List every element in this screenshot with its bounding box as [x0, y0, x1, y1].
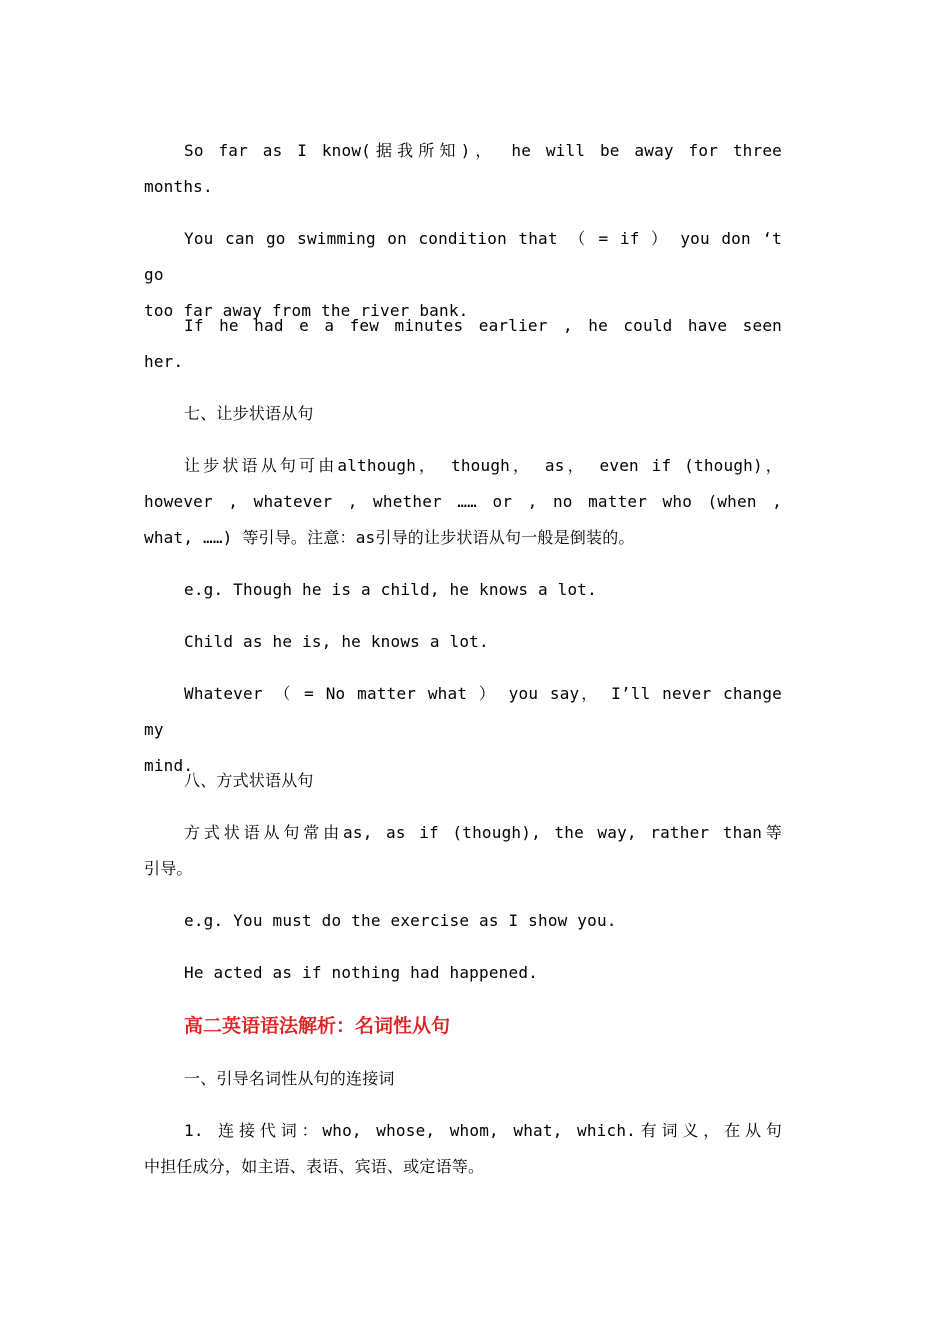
section-heading-concession-clause — [144, 396, 782, 432]
paragraph-so-far-as-i-know — [144, 133, 782, 205]
paragraph-line: e.g. Though he is a child, he knows a lot. — [184, 580, 597, 599]
paragraph-line: however , whatever , whether …… or , no matter who (when , — [144, 492, 782, 511]
example-child-as-he-is — [144, 624, 782, 660]
paragraph-line: You can go swimming on condition that （ = if ） you don ‘t go — [144, 229, 782, 284]
paragraph-manner-intro — [144, 815, 782, 887]
paragraph-line: 1. 连接代词：who, whose, whom, what, which.有词义，在从句 — [184, 1121, 782, 1140]
section-heading-connectives — [144, 1061, 782, 1097]
paragraph-connective-pronouns — [144, 1113, 782, 1185]
paragraph-line: 一、引导名词性从句的连接词 — [184, 1069, 395, 1088]
paragraph-line: months. — [144, 177, 213, 196]
paragraph-line: If he had e a few minutes earlier , he could have seen — [184, 316, 782, 335]
example-as-i-show-you — [144, 903, 782, 939]
paragraph-line: 中担任成分，如主语、表语、宾语、或定语等。 — [144, 1157, 485, 1176]
paragraph-line: 让步状语从句可由although， though， as， even if (though)， — [184, 456, 782, 475]
paragraph-line: He acted as if nothing had happened. — [184, 963, 538, 982]
paragraph-line: Whatever （ = No matter what ） you say， I’ll never change my — [144, 684, 782, 739]
paragraph-line: too far away from the river bank. — [144, 301, 469, 320]
paragraph-line: 方式状语从句常由as, as if (though), the way, rather than等 — [184, 823, 782, 842]
paragraph-line: 七、让步状语从句 — [184, 404, 314, 423]
paragraph-line: her. — [144, 352, 184, 371]
paragraph-line: So far as I know(据我所知)， he will be away for three — [184, 141, 782, 160]
paragraph-line: what, ……) 等引导。注意：as引导的让步状语从句一般是倒装的。 — [144, 528, 635, 547]
paragraph-line: mind. — [144, 756, 194, 775]
section-heading-manner-clause — [144, 763, 782, 799]
paragraph-if-he-had — [144, 308, 782, 380]
paragraph-line: 八、方式状语从句 — [184, 771, 314, 790]
paragraph-concession-intro — [144, 448, 782, 556]
example-though-he-is-a-child — [144, 572, 782, 608]
paragraph-line: e.g. You must do the exercise as I show you. — [184, 911, 617, 930]
example-as-if-nothing-happened — [144, 955, 782, 991]
red-section-title: 高二英语语法解析：名词性从句 — [184, 1015, 451, 1037]
paragraph-line: Child as he is, he knows a lot. — [184, 632, 489, 651]
paragraph-line: 引导。 — [144, 859, 193, 878]
